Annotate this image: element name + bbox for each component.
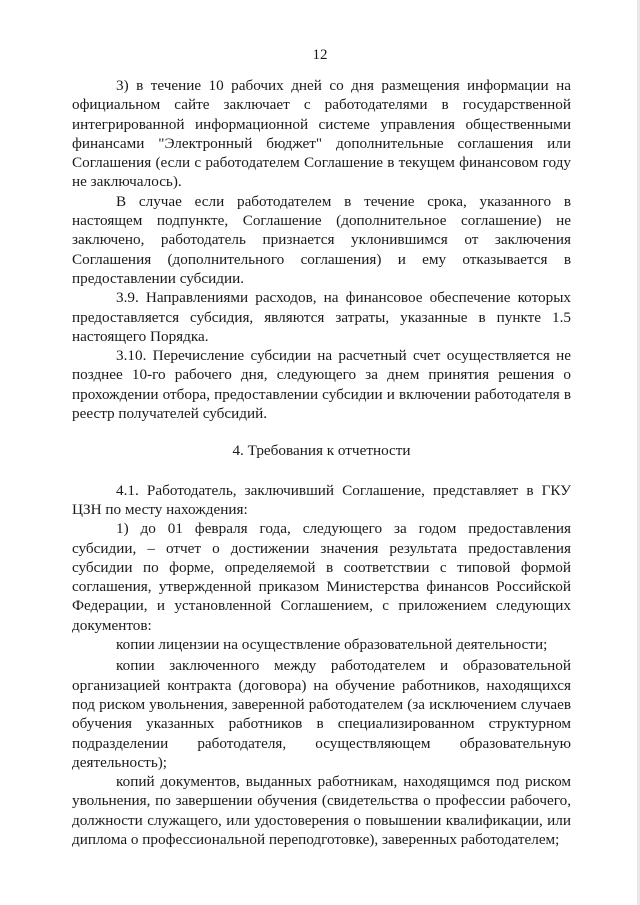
paragraph-3-9: 3.9. Направлениями расходов, на финансовое обеспечение которых предоставляется субсидия, являются затраты, указанные в пункте 1.5 настоящего Порядка. [72,289,571,345]
paragraph-contract-copies: копии заключенного между работодателем и образовательной организацией контракта (договора) на обучение работников, находящихся под риском увольнения, заверенной работодателем (за исключением случаев обучения указанных работников в специализированном структурном подразделении работодателя, осуществляющем образовательную деятельность); [72,657,571,771]
paragraph-3-10: 3.10. Перечисление субсидии на расчетный счет осуществляется не позднее 10-го рабочего дня, следующего за днем принятия решения о прохождении отбора, предоставлении субсидии и включении работодателя в реестр получателей субсидий. [72,347,571,423]
paragraph-4-1: 4.1. Работодатель, заключивший Соглашение, представляет в ГКУ ЦЗН по месту нахождения: [72,481,571,518]
section-heading: 4. Требования к отчетности [232,442,411,460]
paragraph-4-1-item-1: 1) до 01 февраля года, следующего за годом предоставления субсидии, – отчет о достижении значения результата предоставления субсидии по форме, определяемой в соответствии с типовой формой соглашения, утвержденной приказом Министерства финансов Российской Федерации, и установленной Соглашением, с приложением следующих документов: [72,520,571,634]
document-body [72,76,571,849]
paragraph-documents-copies: копий документов, выданных работникам, находящимся под риском увольнения, по завершении обучения (свидетельства о профессии рабочего, должности служащего, или удостоверения о повышении квалификации, или диплома о профессиональной переподготовке), заверенных работодателем; [72,773,571,848]
paragraph-3-8-item-3: 3) в течение 10 рабочих дней со дня размещения информации на официальном сайте заключает с работодателями в государственной интегрированной информационной системе управления общественными финансами "Электронный бюджет" дополнительные соглашения или Соглашения (если с работодателем Соглашение в текущем финансовом году не заключалось). [72,77,571,191]
page-number: 12 [312,47,328,63]
paragraph-refusal-condition: В случае если работодателем в течение срока, указанного в настоящем подпункте, Соглашение (дополнительное соглашение) не заключено, работодатель признается уклонившимся от заключения Соглашения (дополнительного соглашения) и ему отказывается в предоставлении субсидии. [72,192,571,287]
paragraph-license-copies: копии лицензии на осуществление образовательной деятельности; [116,636,548,654]
